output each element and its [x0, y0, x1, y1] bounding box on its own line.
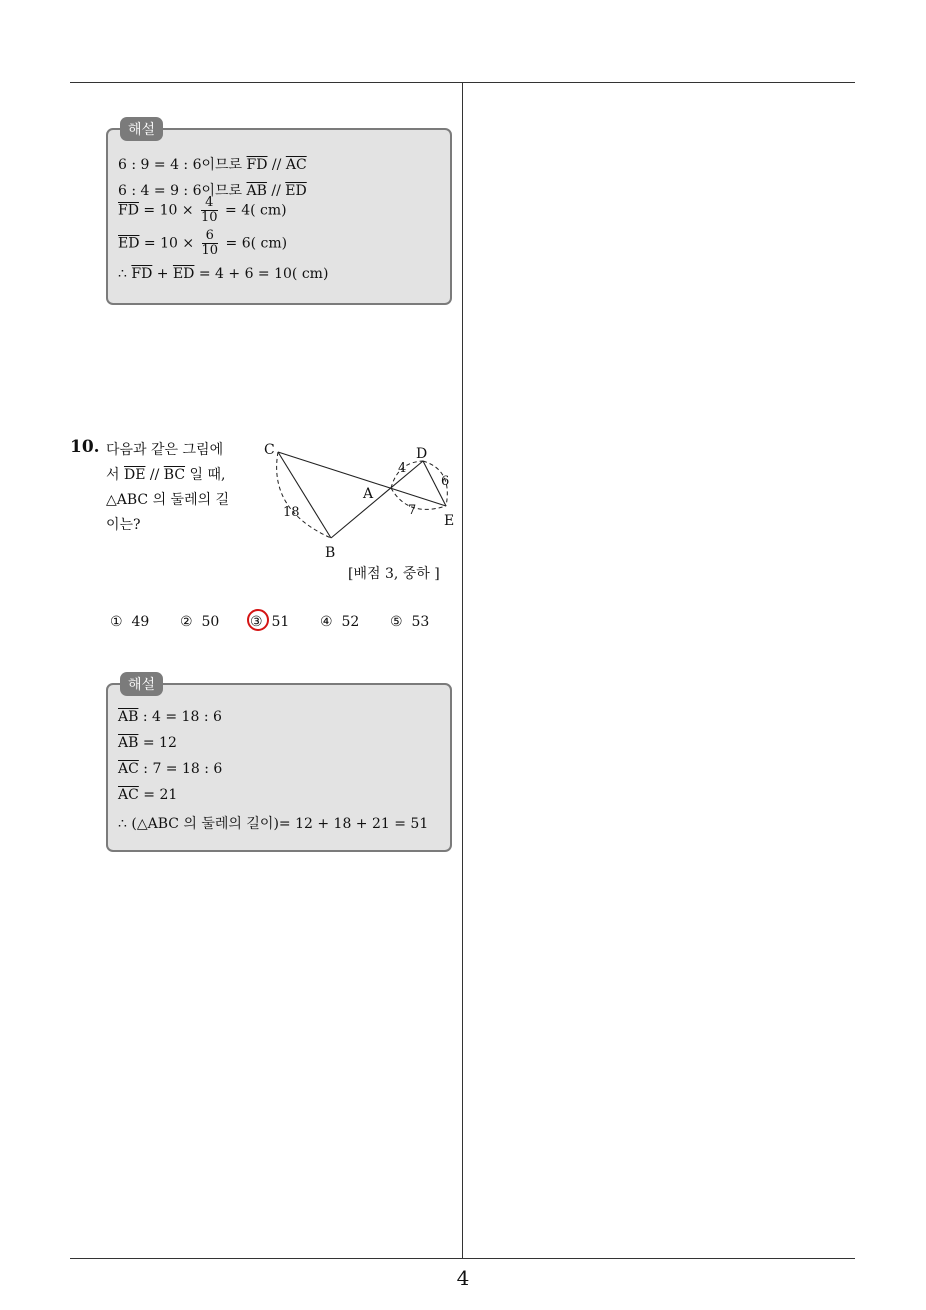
answer-circle-mark — [247, 609, 269, 631]
question-text-line: 다음과 같은 그림에 — [106, 442, 224, 458]
solution-conclusion: ∴ $\overline{FD} + \overline{ED} = 4 + 6 = 10$( cm) — [118, 266, 329, 282]
geometry-figure — [258, 440, 458, 565]
solution-tag: 해설 — [120, 672, 163, 696]
solution-box-2 — [106, 677, 452, 852]
label-len-4: 4 — [398, 461, 407, 476]
solution-line: $\overline{AB} = 12$ — [118, 735, 177, 751]
solution-line: 6 : 9 = 4 : 6이므로 $\overline{FD} // \overline{AC}$ — [118, 157, 307, 173]
solution-fraction-line: $\overline{FD} = 10$ × $\frac{4}{10}$ = 4( cm) — [118, 195, 287, 225]
solution-line: $\overline{AB}$ : 4 = 18 : 6 — [118, 709, 222, 725]
fraction: $\frac{4}{10}$ — [201, 195, 218, 225]
label-A: A — [363, 486, 374, 502]
page-number: 4 — [456, 1266, 470, 1290]
question-text-line: 서 $\overline{DE} // \overline{BC}$ 일 때, — [106, 467, 226, 483]
choice-5[interactable]: ⑤ 53 — [390, 614, 430, 630]
solution-fraction-line: $\overline{ED} = 10$ × $\frac{6}{10}$ = 6( cm) — [118, 228, 288, 258]
question-number: 10. — [70, 437, 100, 457]
solution-box-1 — [106, 122, 452, 305]
solution-line: 6 : 4 = 9 : 6이므로 $\overline{AB} // \overline{ED}$ — [118, 183, 307, 199]
solution-tag: 해설 — [120, 117, 163, 141]
segment-CB — [278, 452, 331, 538]
solution-conclusion: ∴ (△ABC 의 둘레의 길이)= 12 + 18 + 21 = 51 — [118, 816, 429, 832]
label-len-7: 7 — [408, 503, 417, 518]
choice-4[interactable]: ④ 52 — [320, 614, 360, 630]
choice-1[interactable]: ① 49 — [110, 614, 150, 630]
solution-line: $\overline{AC}$ : 7 = 18 : 6 — [118, 761, 223, 777]
choice-3[interactable]: ③ 51 — [250, 614, 290, 630]
label-B: B — [325, 545, 336, 561]
segment-BD — [331, 461, 423, 538]
label-D: D — [416, 446, 428, 462]
fraction: $\frac{6}{10}$ — [201, 228, 219, 258]
label-len-6: 6 — [441, 474, 450, 489]
column-divider — [462, 82, 463, 1258]
label-E: E — [444, 513, 455, 529]
label-len-18: 18 — [283, 505, 300, 520]
choice-2[interactable]: ② 50 — [180, 614, 220, 630]
label-C: C — [264, 442, 275, 458]
solution-line: $\overline{AC} = 21$ — [118, 787, 178, 803]
question-text-line: △ABC 의 둘레의 길 — [106, 492, 230, 508]
bottom-rule — [70, 1258, 855, 1259]
grade-note: [배점 3, 중하 ] — [348, 566, 440, 582]
question-text-line: 이는? — [106, 517, 141, 533]
